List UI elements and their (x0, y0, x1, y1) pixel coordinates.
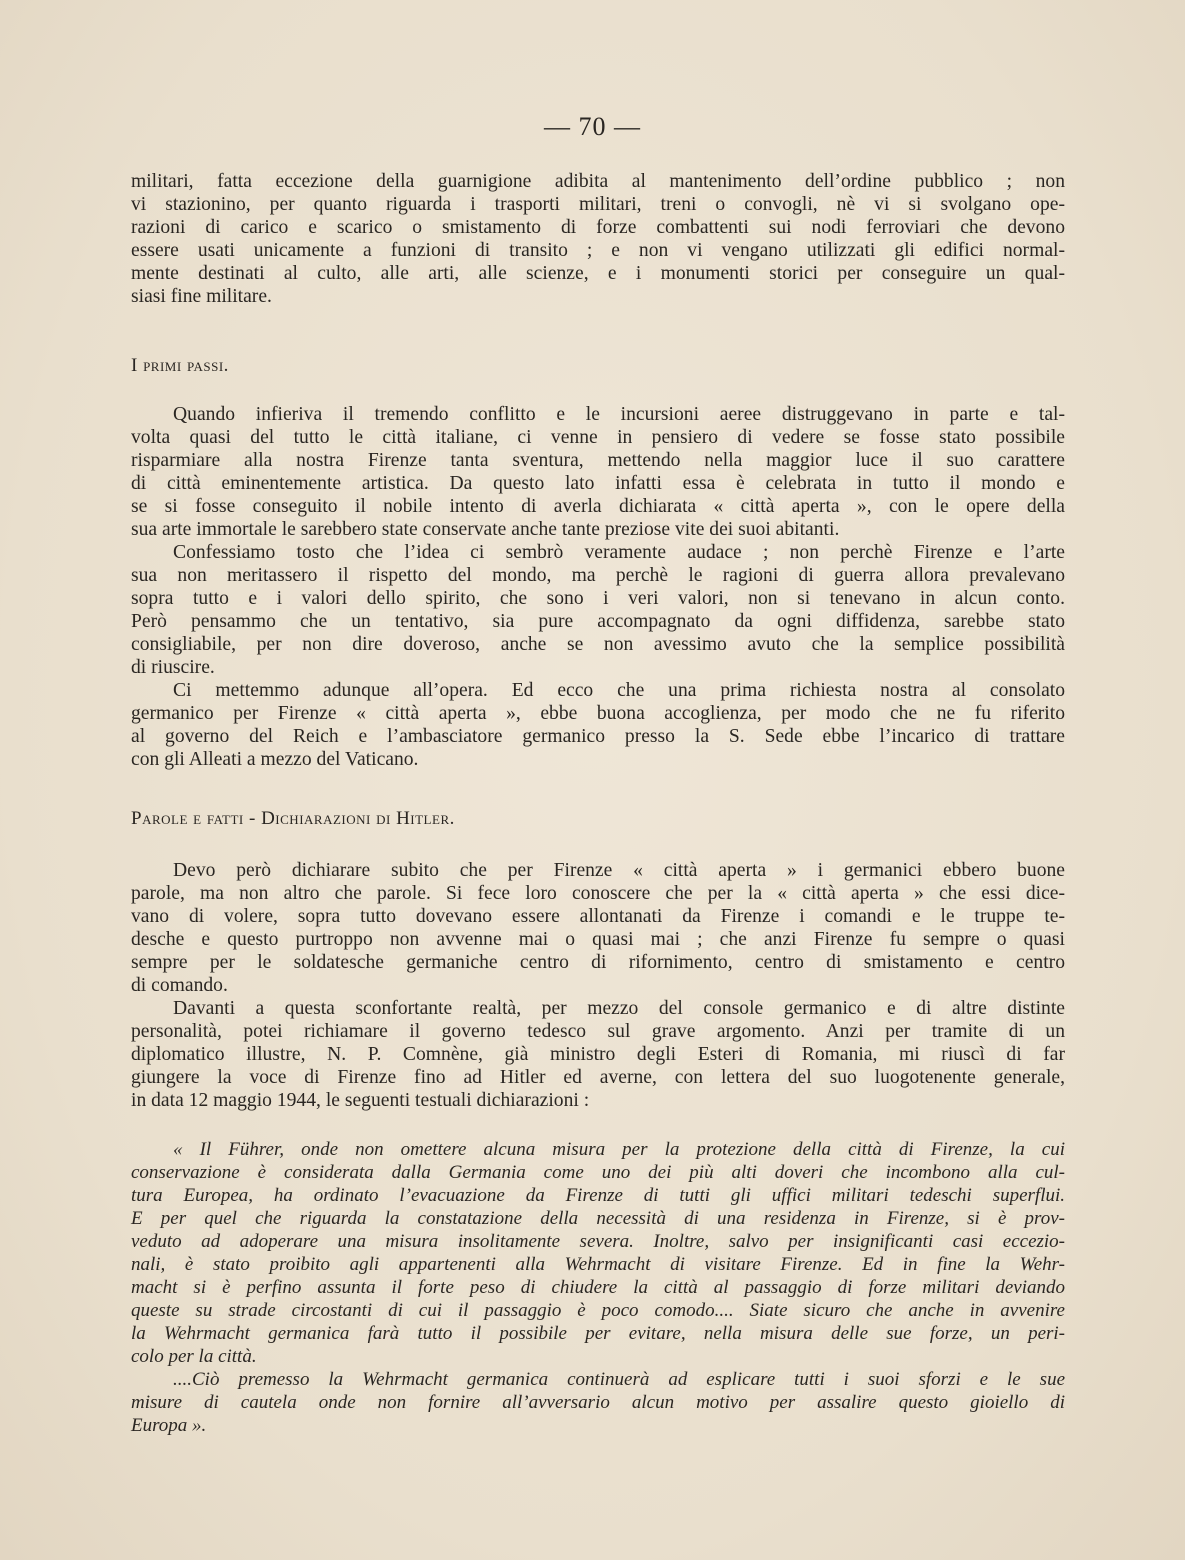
opening-paragraph (131, 170, 1065, 308)
text-line: sopra tutto e i valori dello spirito, che sono i veri valori, non si tenevano in alcun conto. (131, 588, 1065, 609)
quote-line: queste su strade circostanti di cui il passaggio è poco comodo.... Siate sicuro che anche in avvenire (131, 1300, 1065, 1321)
text-line: militari, fatta eccezione della guarnigione adibita al mantenimento dell’ordine pubblico ; non (131, 171, 1065, 192)
quote-line: la Wehrmacht germanica farà tutto il possibile per evitare, nella misura delle sue forze, un peri- (131, 1323, 1065, 1344)
text-line: Devo però dichiarare subito che per Firenze « città aperta » i germanici ebbero buone (173, 860, 1065, 881)
text-line: risparmiare alla nostra Firenze tanta sventura, mettendo nella maggior luce il suo carattere (131, 450, 1065, 471)
quote-line: tura Europea, ha ordinato l’evacuazione da Firenze di tutti gli uffici militari tedeschi superflui. (131, 1185, 1065, 1206)
text-line: sua arte immortale le sarebbero state conservate anche tante preziose vite dei suoi abitanti. (131, 519, 840, 540)
text-line: sua non meritassero il rispetto del mondo, ma perchè le ragioni di guerra allora prevalevano (131, 565, 1065, 586)
text-line: Però pensammo che un tentativo, sia pure accompagnato da ogni diffidenza, sarebbe stato (131, 611, 1065, 632)
hitler-declaration-quote (131, 1138, 1065, 1437)
text-line: Ci mettemmo adunque all’opera. Ed ecco che una prima richiesta nostra al consolato (173, 680, 1065, 701)
text-line: essere usati unicamente a funzioni di transito ; e non vi vengano utilizzati gli edifici normal- (131, 240, 1065, 261)
text-line: giungere la voce di Firenze fino ad Hitler ed averne, con lettera del suo luogotenente generale, (131, 1067, 1065, 1088)
text-line: vi stazionino, per quanto riguarda i trasporti militari, treni o convogli, nè vi si svolgano ope- (131, 194, 1065, 215)
section-heading-primi-passi: I primi passi. (131, 355, 229, 376)
quote-line: conservazione è considerata dalla Germania come uno dei più alti doveri che incombono alla cul- (131, 1162, 1065, 1183)
quote-line: macht si è perfino assunta il forte peso di chiudere la città al passaggio di forze militari deviando (131, 1277, 1065, 1298)
text-line: volta quasi del tutto le città italiane, ci venne in pensiero di vedere se fosse stato possibile (131, 427, 1065, 448)
text-line: di comando. (131, 975, 228, 996)
text-line: germanico per Firenze « città aperta », ebbe buona accoglienza, per modo che ne fu riferito (131, 703, 1065, 724)
text-line: al governo del Reich e l’ambasciatore germanico presso la S. Sede ebbe l’incarico di trattare (131, 726, 1065, 747)
text-line: se si fosse conseguito il nobile intento di averla dichiarata « città aperta », con le opere della (131, 496, 1065, 517)
quote-line: ....Ciò premesso la Wehrmacht germanica continuerà ad esplicare tutti i suoi sforzi e le sue (173, 1369, 1065, 1390)
section-heading-parole-e-fatti: Parole e fatti - Dichiarazioni di Hitler. (131, 808, 455, 829)
text-line: Davanti a questa sconfortante realtà, per mezzo del console germanico e di altre distinte (173, 998, 1065, 1019)
text-line: Confessiamo tosto che l’idea ci sembrò veramente audace ; non perchè Firenze e l’arte (173, 542, 1065, 563)
text-line: di riuscire. (131, 657, 215, 678)
quote-line: misure di cautela onde non fornire all’avversario alcun motivo per assalire questo gioiello di (131, 1392, 1065, 1413)
text-line: desche e questo purtroppo non avvenne mai o quasi mai ; che anzi Firenze fu sempre o quasi (131, 929, 1065, 950)
text-line: siasi fine militare. (131, 286, 272, 307)
quote-line: nali, è stato proibito agli appartenenti alla Wehrmacht di visitare Firenze. Ed in fine la Wehr- (131, 1254, 1065, 1275)
text-line: con gli Alleati a mezzo del Vaticano. (131, 749, 419, 770)
text-line: vano di volere, sopra tutto dovevano essere allontanati da Firenze i comandi e le truppe te- (131, 906, 1065, 927)
quote-line: « Il Führer, onde non omettere alcuna misura per la protezione della città di Firenze, la cui (173, 1139, 1065, 1160)
page-number: — 70 — (544, 112, 641, 141)
quote-line: Europa ». (131, 1415, 207, 1436)
section-primi-passi-text (131, 403, 1065, 771)
text-line: razioni di carico e scarico o smistamento di forze combattenti sui nodi ferroviari che devono (131, 217, 1065, 238)
quote-line: E per quel che riguarda la constatazione della necessità di una residenza in Firenze, si è prov- (131, 1208, 1065, 1229)
text-line: mente destinati al culto, alle arti, alle scienze, e i monumenti storici per conseguire un qual- (131, 263, 1065, 284)
section-parole-text (131, 859, 1065, 1112)
text-line: Quando infieriva il tremendo conflitto e le incursioni aeree distruggevano in parte e tal- (173, 404, 1065, 425)
text-line: diplomatico illustre, N. P. Comnène, già ministro degli Esteri di Romania, mi riuscì di far (131, 1044, 1065, 1065)
quote-line: veduto ad adoperare una misura insolitamente severa. Inoltre, salvo per insignificanti casi eccezio- (131, 1231, 1065, 1252)
text-line: sempre per le soldatesche germaniche centro di rifornimento, centro di smistamento e centro (131, 952, 1065, 973)
text-line: in data 12 maggio 1944, le seguenti testuali dichiarazioni : (131, 1090, 590, 1111)
text-line: parole, ma non altro che parole. Si fece loro conoscere che per la « città aperta » che essi dice- (131, 883, 1065, 904)
text-line: personalità, potei richiamare il governo tedesco sul grave argomento. Anzi per tramite di un (131, 1021, 1065, 1042)
quote-line: colo per la città. (131, 1346, 257, 1367)
text-line: consigliabile, per non dire doveroso, anche se non avessimo avuto che la semplice possibilità (131, 634, 1065, 655)
text-line: di città eminentemente artistica. Da questo lato infatti essa è celebrata in tutto il mondo e (131, 473, 1065, 494)
